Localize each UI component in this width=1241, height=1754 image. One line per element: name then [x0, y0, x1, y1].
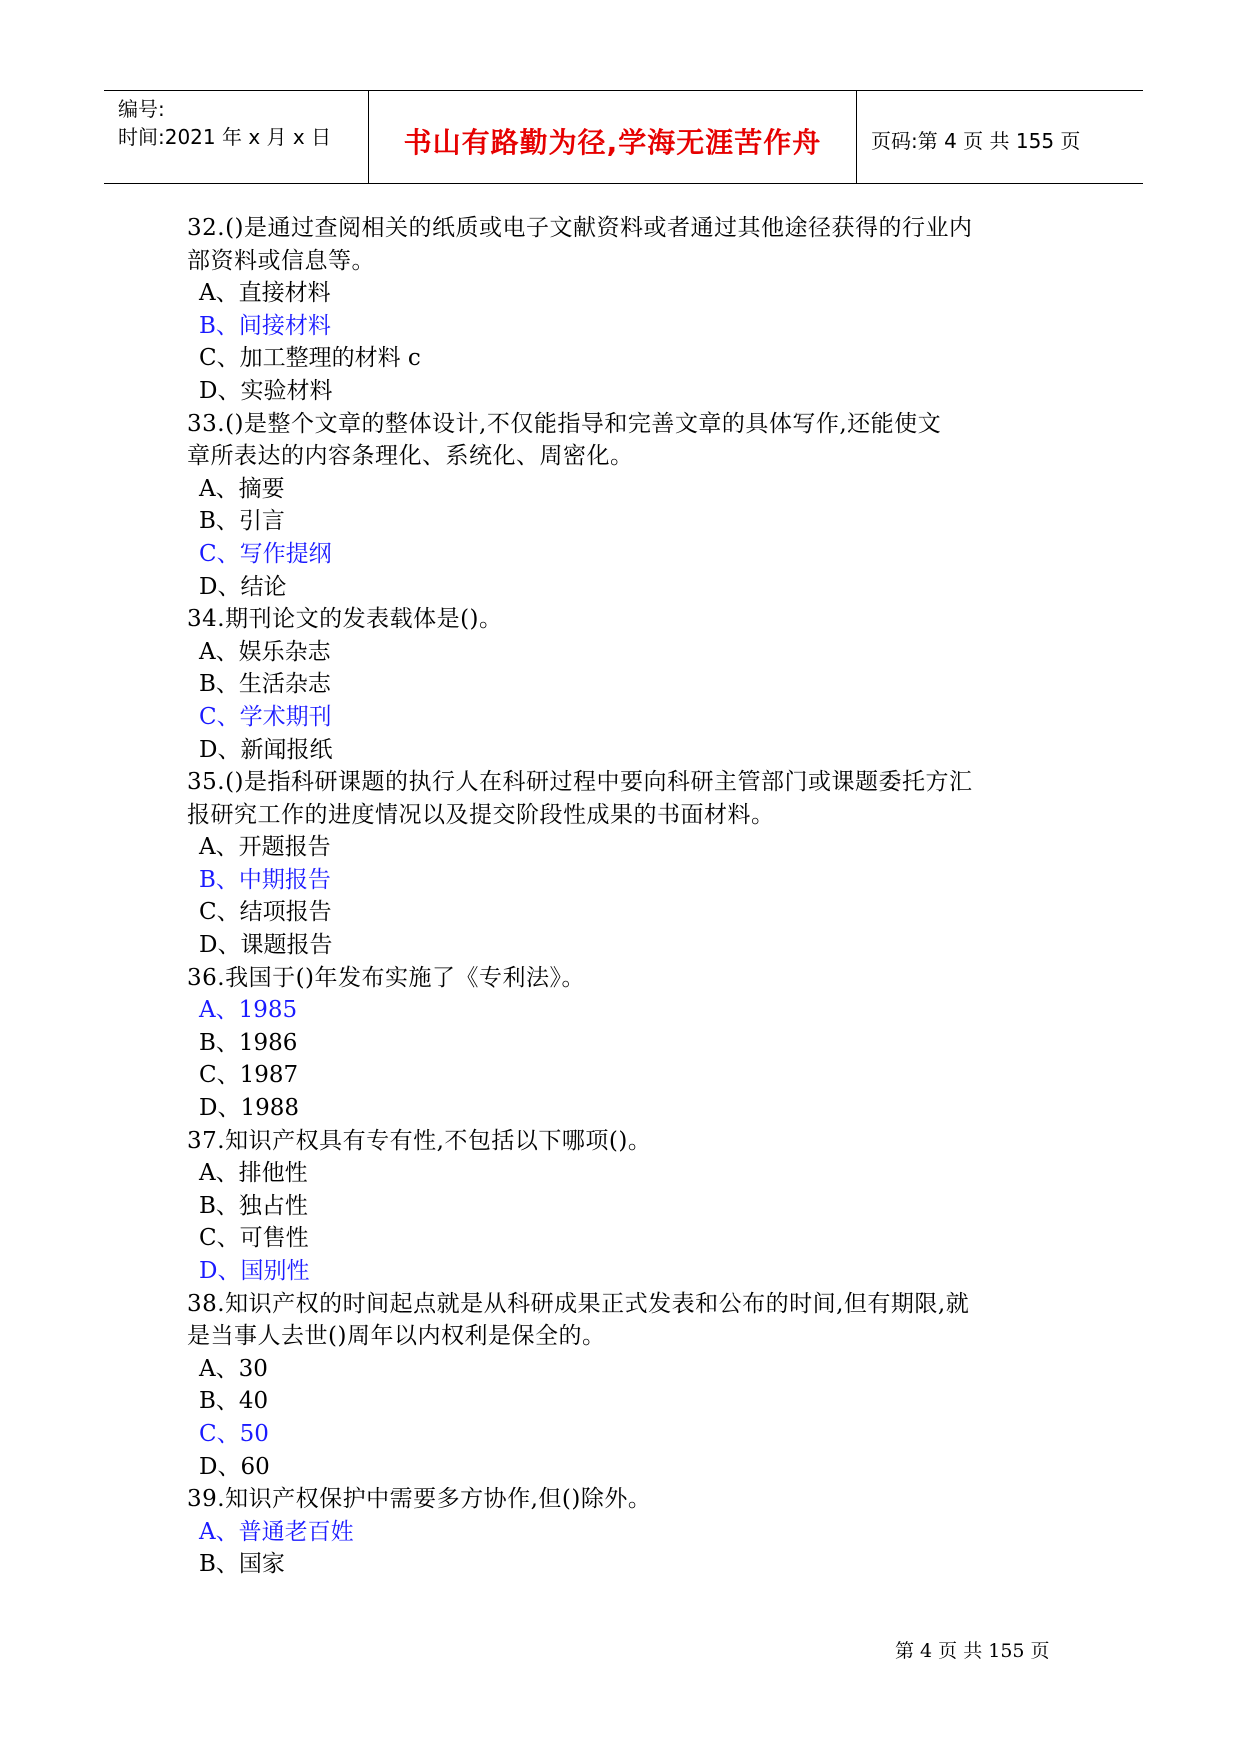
answer-option: A、30	[199, 1355, 268, 1382]
motto-text: 书山有路勤为径,学海无涯苦作舟	[403, 126, 822, 159]
answer-option-correct: B、间接材料	[199, 312, 331, 339]
answer-option-correct: A、普通老百姓	[199, 1518, 354, 1545]
answer-option: A、排他性	[199, 1160, 308, 1187]
answer-option: A、摘要	[199, 475, 285, 502]
page-footer: 第 4 页 共 155 页	[895, 1640, 1050, 1662]
answer-option-correct: C、50	[199, 1420, 269, 1447]
question-text: 34.期刊论文的发表载体是()。	[187, 606, 503, 633]
answer-option-correct: A、1985	[199, 997, 298, 1024]
answer-option: B、生活杂志	[199, 671, 331, 698]
answer-option: B、国家	[199, 1551, 285, 1578]
answer-option: D、实验材料	[199, 377, 333, 404]
answer-option: A、开题报告	[199, 834, 331, 861]
answer-option-correct: C、学术期刊	[199, 703, 332, 730]
question-text: 报研究工作的进度情况以及提交阶段性成果的书面材料。	[187, 801, 775, 828]
answer-option: C、结项报告	[199, 899, 332, 926]
header-page-cell	[857, 91, 1143, 183]
header-page-label: 页码:第 4 页 共 155 页	[871, 129, 1081, 153]
question-text: 35.()是指科研课题的执行人在科研过程中要向科研主管部门或课题委托方汇	[187, 769, 973, 796]
question-text: 36.我国于()年发布实施了《专利法》。	[187, 964, 586, 991]
answer-option: D、新闻报纸	[199, 736, 333, 763]
answer-option-correct: B、中期报告	[199, 866, 331, 893]
answer-option: B、独占性	[199, 1192, 308, 1219]
question-text: 32.()是通过查阅相关的纸质或电子文献资料或者通过其他途径获得的行业内	[187, 215, 973, 241]
answer-option-correct: C、写作提纲	[199, 540, 332, 567]
header-motto-cell	[369, 91, 857, 183]
answer-option: C、1987	[199, 1062, 299, 1089]
answer-option: A、直接材料	[199, 280, 331, 307]
answer-option: B、引言	[199, 508, 285, 535]
answer-option-correct: D、国别性	[199, 1258, 310, 1284]
document-time-label: 时间:2021 年 x 月 x 日	[118, 125, 332, 149]
question-text: 39.知识产权保护中需要多方协作,但()除外。	[187, 1486, 652, 1513]
question-text: 章所表达的内容条理化、系统化、周密化。	[187, 443, 634, 470]
page-header	[104, 90, 1143, 184]
answer-option: C、可售性	[199, 1225, 309, 1252]
question-text: 37.知识产权具有专有性,不包括以下哪项()。	[187, 1127, 652, 1154]
answer-option: D、60	[199, 1453, 270, 1480]
answer-option: B、40	[199, 1388, 269, 1415]
header-info-cell	[104, 91, 369, 183]
answer-option: D、1988	[199, 1095, 299, 1122]
question-text: 38.知识产权的时间起点就是从科研成果正式发表和公布的时间,但有期限,就	[187, 1290, 970, 1317]
document-number-label: 编号:	[118, 97, 165, 121]
question-list	[187, 212, 1057, 1581]
answer-option: A、娱乐杂志	[199, 638, 331, 665]
answer-option: D、结论	[199, 573, 287, 600]
question-text: 部资料或信息等。	[187, 247, 375, 274]
question-text: 33.()是整个文章的整体设计,不仅能指导和完善文章的具体写作,还能使文	[187, 410, 942, 437]
answer-option: C、加工整理的材料 c	[199, 345, 421, 372]
answer-option: B、1986	[199, 1029, 298, 1056]
question-text: 是当事人去世()周年以内权利是保全的。	[187, 1323, 606, 1350]
answer-option: D、课题报告	[199, 932, 333, 959]
